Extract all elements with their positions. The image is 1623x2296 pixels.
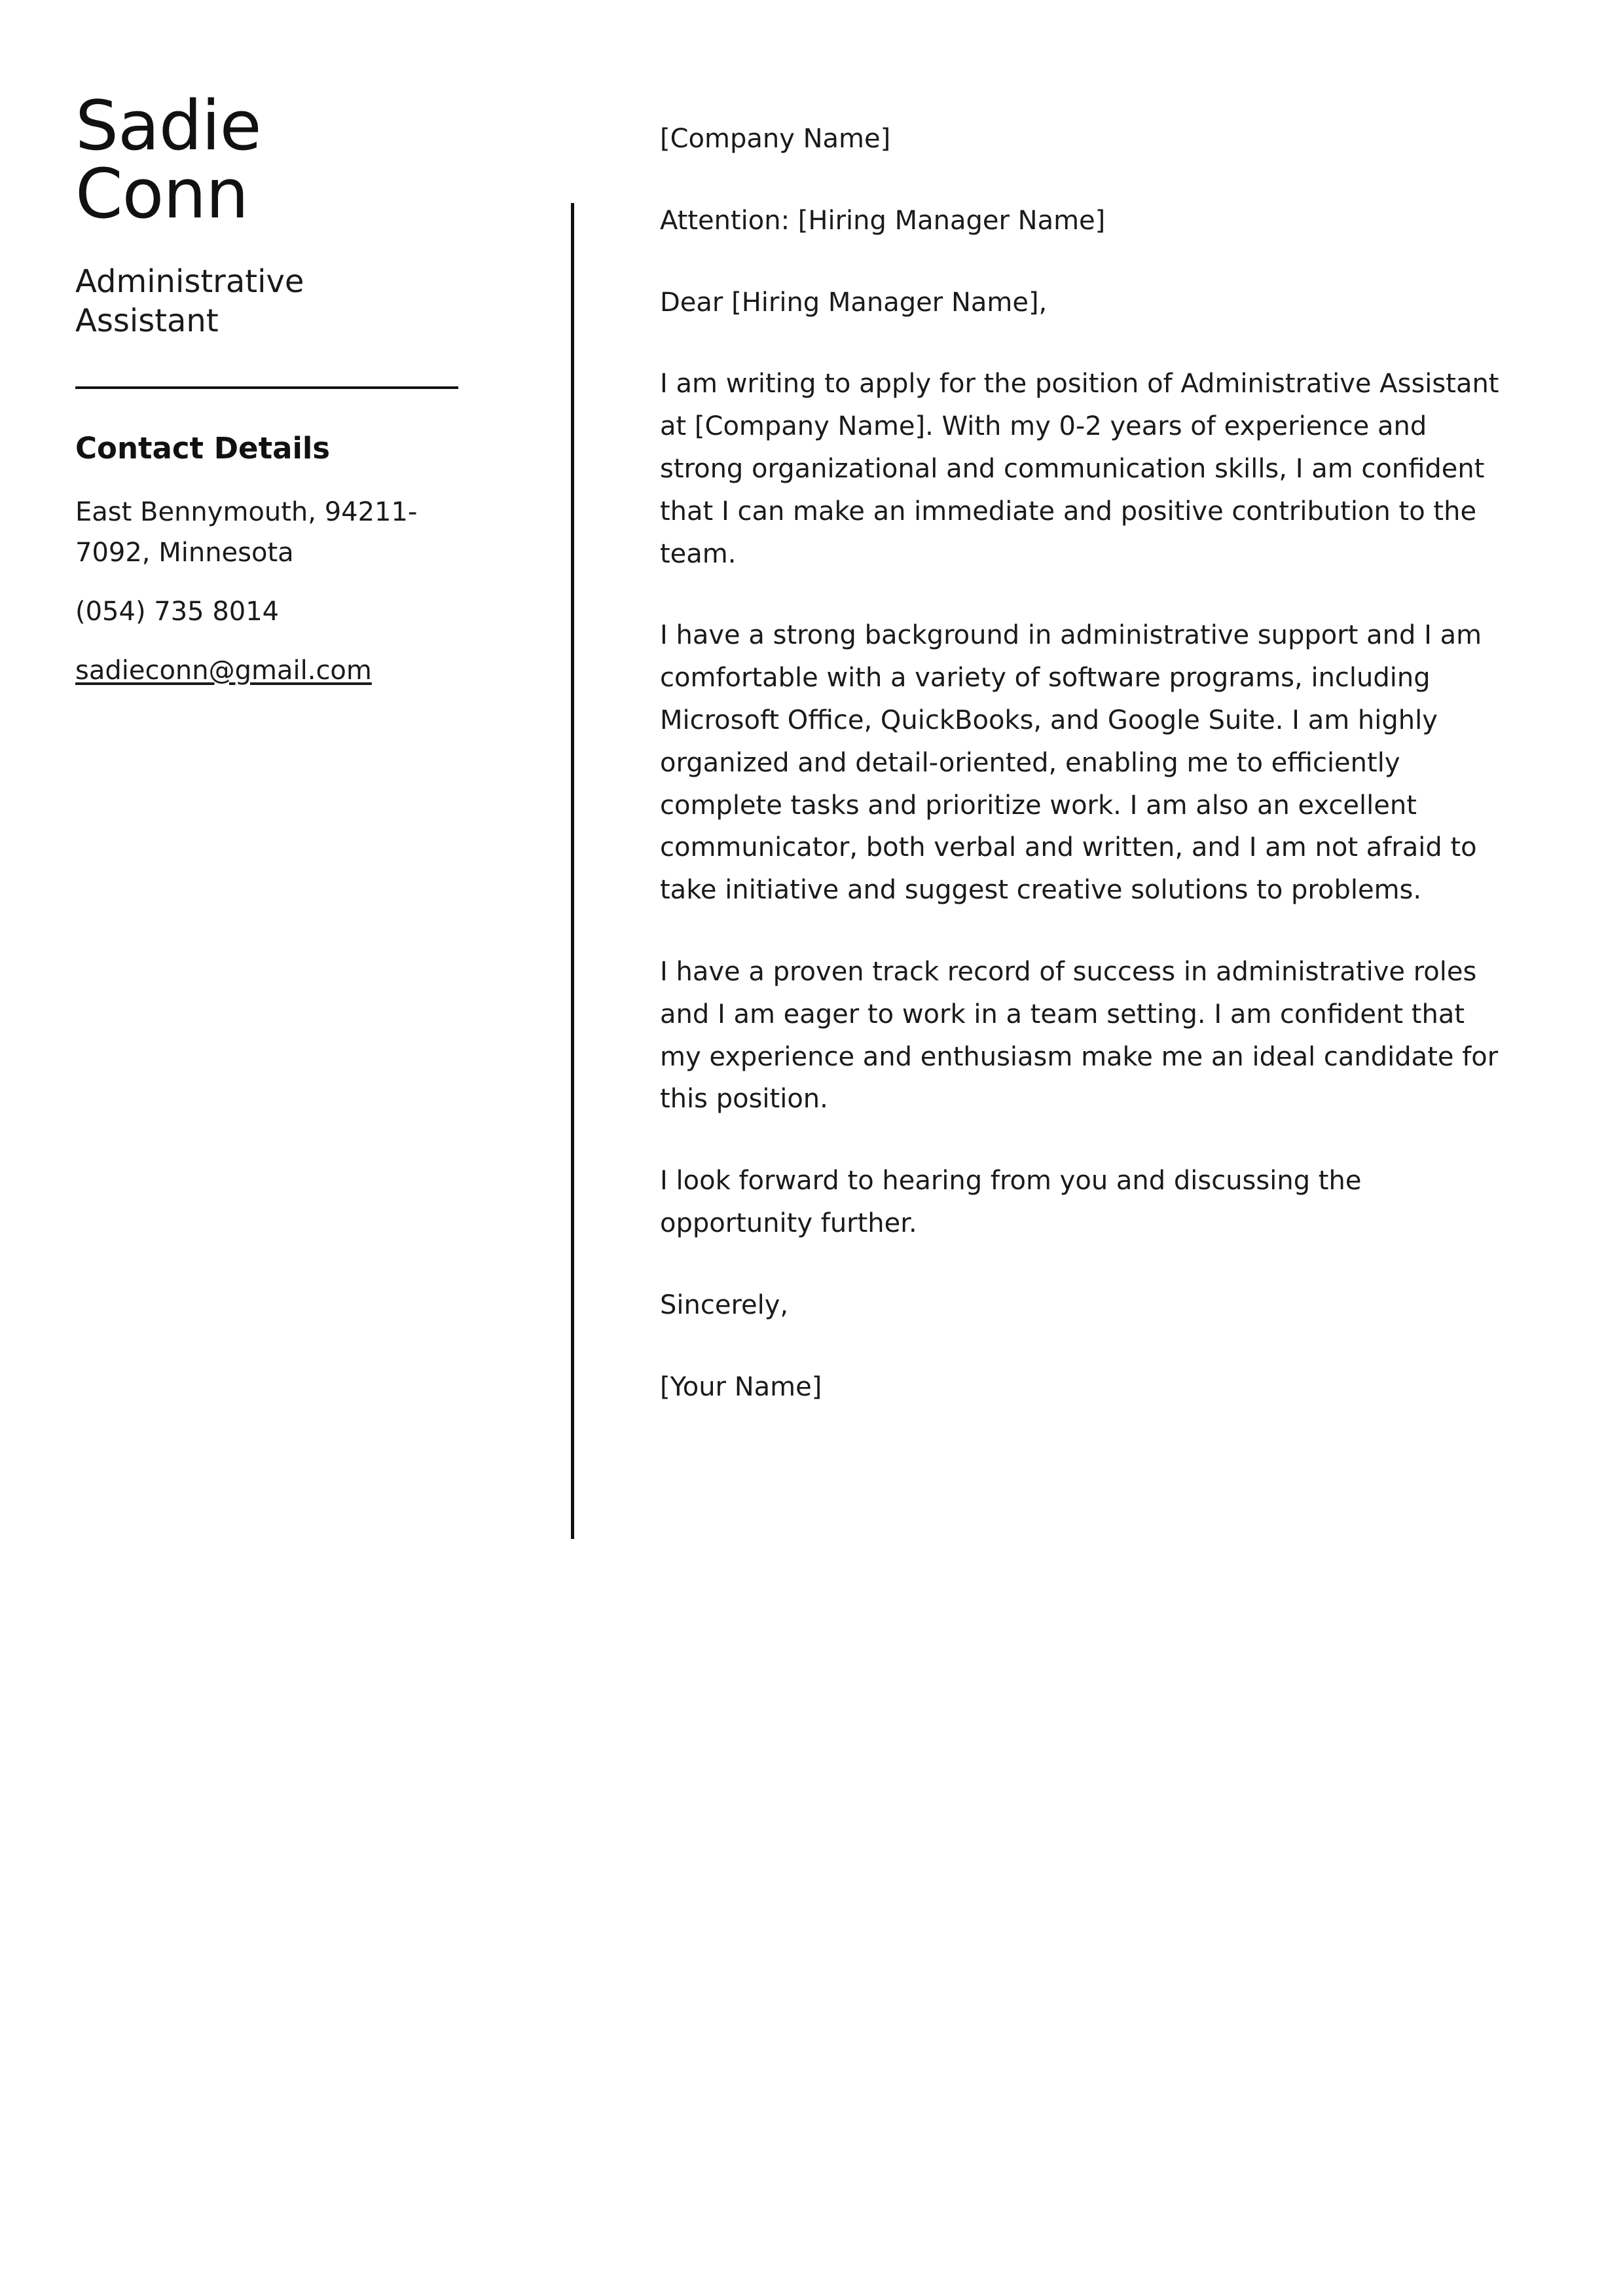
attention-line: Attention: [Hiring Manager Name] xyxy=(660,205,1106,236)
letter-paragraph-2: I have a strong background in administrative support and I am comfortable with a variety of software programs, including Microsoft Office, QuickBooks, and Google Suite. I am highly organized and detail-oriented, enabling me to efficiently complete tasks and prioritize work. I am also an excellent communicator, both verbal and written, and I am not afraid to take initiative and suggest creative solutions to problems. xyxy=(660,620,1482,906)
contact-details-heading: Contact Details xyxy=(75,431,331,466)
letter-paragraph-3: I have a proven track record of success in administrative roles and I am eager to work in a team setting. I am confident that my experience and enthusiasm make me an ideal candidate for this position. xyxy=(660,956,1499,1115)
salutation-line: Dear [Hiring Manager Name], xyxy=(660,287,1048,318)
contact-phone: (054) 735 8014 xyxy=(75,597,280,627)
letter-paragraph-4: I look forward to hearing from you and discussing the opportunity further. xyxy=(660,1166,1362,1238)
header-divider-rule xyxy=(75,386,458,389)
candidate-name xyxy=(75,86,494,234)
contact-address: East Bennymouth, 94211-7092, Minnesota xyxy=(75,497,418,568)
letter-paragraph-1: I am writing to apply for the position of Administrative Assistant at [Company Name]. With my 0-2 years of experience and strong organizational and communication skills, I am confident that I can make an immediate and positive contribution to the team. xyxy=(660,369,1499,569)
company-name-line: [Company Name] xyxy=(660,124,891,154)
job-title: Administrative Assistant xyxy=(75,263,304,339)
vertical-divider xyxy=(571,203,574,1539)
letter-closing: Sincerely, xyxy=(660,1289,789,1320)
letter-body xyxy=(660,118,1508,1408)
contact-email-link[interactable]: sadieconn@gmail.com xyxy=(75,656,372,686)
letter-signature: [Your Name] xyxy=(660,1371,822,1402)
sidebar xyxy=(75,86,494,709)
candidate-first-name: Sadie xyxy=(75,86,261,166)
candidate-last-name: Conn xyxy=(75,154,249,234)
